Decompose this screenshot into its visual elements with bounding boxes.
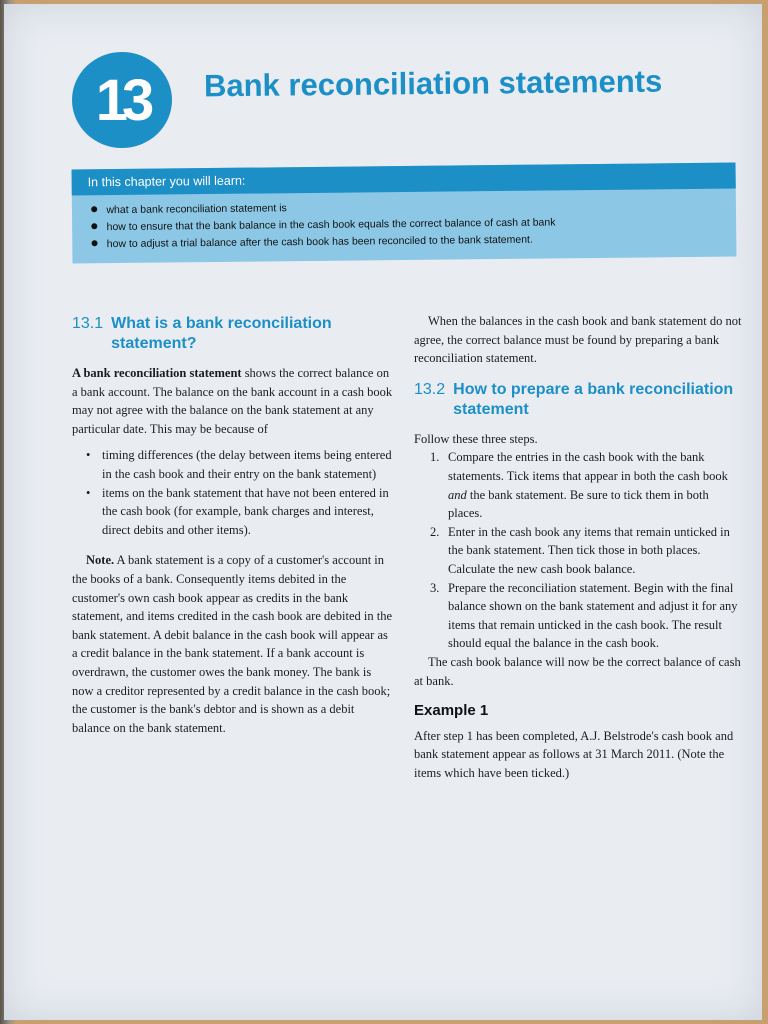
- section-heading-13-1: [72, 314, 394, 354]
- emphasis: and: [448, 487, 467, 502]
- example-paragraph: After step 1 has been completed, A.J. Belstrode's cash book and bank statement appear as follows at 31 March 2011. (Note the items which have been ticked.): [414, 728, 734, 780]
- list-item: • items on the bank statement that have not been entered in the cash book (for example, bank charges and interest, direct debits and other items).: [86, 484, 394, 540]
- list-item: ● how to ensure that the bank balance in the cash book equals the correct balance of cash at bank: [90, 216, 556, 234]
- steps-list: [414, 448, 746, 653]
- list-item: • timing differences (the delay between items being entered in the cash book and their entry on the bank statement): [86, 446, 394, 483]
- left-column: [72, 314, 394, 737]
- bullet-icon: ●: [89, 200, 99, 217]
- section-title: How to prepare a bank reconciliation statement: [453, 380, 734, 418]
- note-paragraph: Note. A bank statement is a copy of a customer's account in the books of a bank. Consequently items debited in the customer's own cash book appear as credits in the bank statement, and items credited in the cash book are debited in the bank statement. A debit balance in the cash book will appear as a credit balance in the bank statement. If a bank account is overdrawn, the customer owes the bank money. The bank is now a creditor represented by a credit balance in the cash book; the customer is the bank's debtor and is shown as a debit balance on the bank statement.: [72, 553, 393, 735]
- steps-lead: Follow these three steps.: [414, 431, 538, 446]
- closing-paragraph: The cash book balance will now be the correct balance of cash at bank.: [414, 654, 741, 688]
- key-term: A bank reconciliation statement: [72, 366, 242, 380]
- right-intro-paragraph: When the balances in the cash book and bank statement do not agree, the correct balance must be found by preparing a bank reconciliation statement.: [414, 314, 742, 366]
- bullet-icon: •: [86, 448, 91, 463]
- note-label: Note.: [86, 553, 115, 568]
- bullet-icon: •: [86, 485, 91, 500]
- learning-objectives-box: [72, 163, 737, 264]
- section-number: 13.1: [72, 315, 104, 332]
- bullet-icon: ●: [90, 217, 99, 234]
- section-title: What is a bank reconciliation statement?: [111, 315, 332, 352]
- section-heading-13-2: [414, 380, 746, 420]
- chapter-number: 13: [95, 67, 149, 133]
- example-heading: Example 1: [414, 702, 489, 720]
- right-column: [414, 312, 746, 782]
- list-item: ● how to adjust a trial balance after the cash book has been reconciled to the bank statement.: [90, 233, 533, 251]
- list-item: 2. Enter in the cash book any items that remain unticked in the bank statement. Then tick those in both places. Calculate the new cash book balance.: [430, 524, 730, 576]
- learning-objectives-heading: In this chapter you will learn:: [72, 163, 736, 196]
- reasons-list: [72, 446, 394, 539]
- section-number: 13.2: [414, 380, 446, 398]
- chapter-title: Bank reconciliation statements: [203, 63, 663, 104]
- list-item: 3. Prepare the reconciliation statement. Begin with the final balance shown on the bank statement and adjust it for any items that remain unticked in the cash book. The result should equal the balance in the cash book.: [430, 580, 738, 651]
- chapter-number-badge: [72, 52, 172, 148]
- section-intro-paragraph: A bank reconciliation statement shows the correct balance on a bank account. The balance on the bank account in a cash book may not agree with the balance on the bank statement at any particular date. This may be because of: [72, 366, 393, 436]
- learning-objectives-list: [72, 195, 736, 253]
- list-item: 1. Compare the entries in the cash book with the bank statements. Tick items that appear in both the cash book and the bank statement. Be sure to tick them in both places.: [430, 450, 728, 521]
- list-item: ● what a bank reconciliation statement is: [89, 200, 287, 217]
- bullet-icon: ●: [90, 234, 99, 251]
